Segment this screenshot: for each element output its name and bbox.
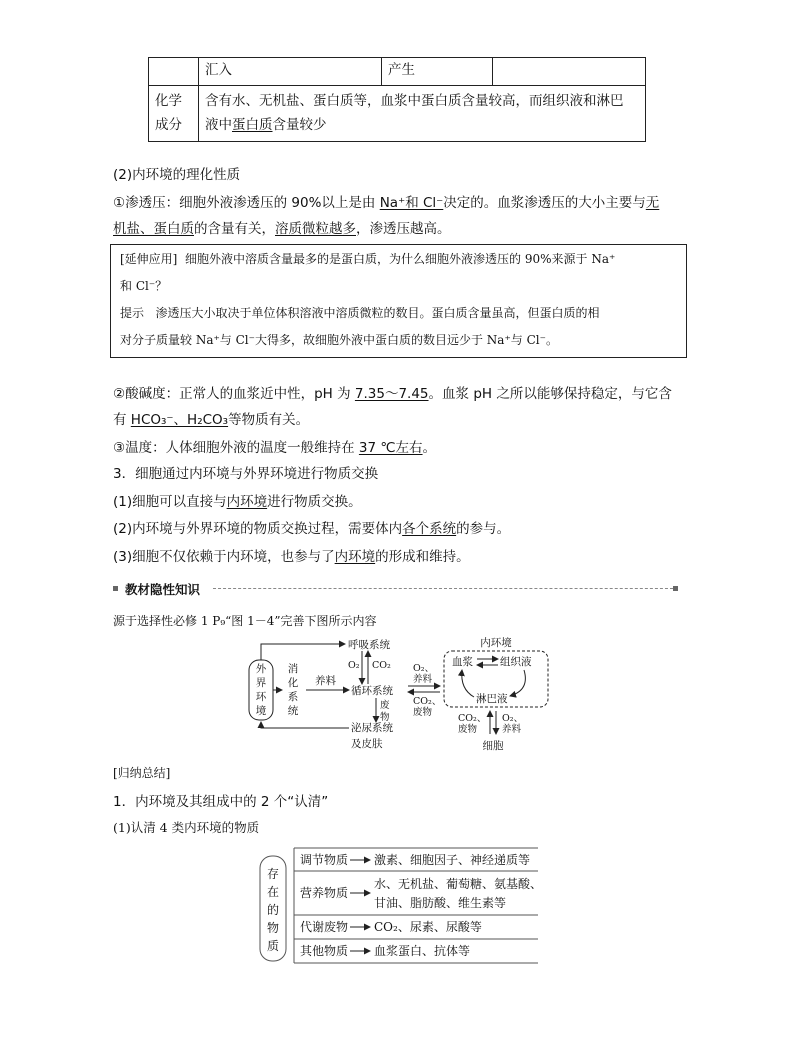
square-bullet-icon <box>113 586 118 591</box>
digestive-char: 系 <box>287 691 299 703</box>
underlined-answer: 内环境 <box>226 494 268 510</box>
text: 细胞外液中溶质含量最多的是蛋白质，为什么细胞外液渗透压的 90%来源于 Na⁺ <box>185 252 616 266</box>
text: ，渗透压越高。 <box>356 221 451 237</box>
waste-char: 物 <box>380 712 390 723</box>
text: (2)内环境与外界环境的物质交换过程，需要体内 <box>113 521 403 537</box>
cell-right-line: O₂、 <box>502 713 524 724</box>
side-label-char: 的 <box>266 903 280 917</box>
content-line <box>205 113 639 137</box>
text: (1)细胞可以直接与 <box>113 494 227 510</box>
arrow-tissue-to-lymph <box>510 670 525 696</box>
text: 渗透压大小取决于单位体积溶液中溶质微粒的数目。蛋白质含量虽高，但蛋白质的相 <box>155 306 600 320</box>
point3-item1 <box>113 490 362 510</box>
text: 。血浆 pH 之所以能够保持稳定，与它含 <box>428 386 672 402</box>
arrow-urinary-to-outer <box>261 722 349 728</box>
paragraph-temperature <box>113 436 436 456</box>
category-label: 代谢废物 <box>300 920 349 934</box>
text: 进行物质交换。 <box>267 494 362 510</box>
underlined-answer: 各个系统 <box>402 521 457 537</box>
category-items: 激素、细胞因子、神经递质等 <box>374 853 531 867</box>
material-exchange-diagram <box>240 634 560 752</box>
plasma-label: 血浆 <box>452 656 473 668</box>
underlined-answer: 无 <box>645 195 660 211</box>
extension-tag: [延伸应用] <box>120 252 178 266</box>
extension-question-line2: 和 Cl⁻？ <box>120 279 168 293</box>
text: 决定的。血浆渗透压的大小主要与 <box>443 195 646 211</box>
text: 的含量有关， <box>194 221 275 237</box>
digestive-char: 消 <box>287 663 299 675</box>
outer-env-char: 境 <box>255 705 267 717</box>
text: 的参与。 <box>456 521 511 537</box>
underlined-answer: HCO₃⁻、H₂CO₃ <box>130 412 229 428</box>
underlined-answer: 内环境 <box>334 549 376 565</box>
square-bullet-icon <box>673 586 678 591</box>
text: (3)细胞不仅依赖于内环境，也参与了 <box>113 549 335 565</box>
exchange-bot-line: CO₂、 <box>413 696 442 707</box>
circulatory-label: 循环系统 <box>351 685 393 697</box>
cell-left-line: 废物 <box>458 724 478 735</box>
dashed-divider <box>213 588 678 589</box>
paragraph-ph-line2 <box>113 408 309 428</box>
skin-label: 及皮肤 <box>351 738 383 750</box>
nutrient-label: 养料 <box>315 675 336 687</box>
table-cell <box>149 58 199 86</box>
text: 等物质有关。 <box>228 412 310 428</box>
cell-left-line: CO₂、 <box>458 713 487 724</box>
outer-env-char: 环 <box>255 691 267 703</box>
text: ②酸碱度：正常人的血浆近中性，pH 为 <box>113 386 355 402</box>
inner-env-label: 内环境 <box>480 637 512 649</box>
respiratory-label: 呼吸系统 <box>348 639 390 651</box>
text: 的形成和维持。 <box>375 549 470 565</box>
exchange-top-line: 养料 <box>413 674 433 685</box>
category-label: 调节物质 <box>300 853 349 867</box>
summary-tag: [归纳总结] <box>113 766 171 780</box>
substances-diagram <box>258 843 543 965</box>
text: 液中 <box>205 117 232 133</box>
outer-env-char: 界 <box>255 677 267 689</box>
hidden-knowledge-header <box>113 580 678 596</box>
table-cell <box>493 58 646 86</box>
waste-char: 废 <box>380 700 390 711</box>
point3-item2 <box>113 517 510 537</box>
summary-subheading: (1)认清 4 类内环境的物质 <box>113 820 260 835</box>
content-line: 含有水、无机盐、蛋白质等，血浆中蛋白质含量较高，而组织液和淋巴 <box>205 93 624 109</box>
underlined-answer: 7.35～7.45 <box>354 386 429 402</box>
section-heading: (2)内环境的理化性质 <box>113 167 241 183</box>
cell-right-line: 养料 <box>502 724 522 735</box>
underlined-answer: 蛋白质 <box>232 117 273 133</box>
tissue-fluid-label: 组织液 <box>500 656 532 668</box>
side-label-char: 在 <box>266 885 280 899</box>
urinary-label: 泌尿系统 <box>351 722 393 734</box>
digestive-char: 统 <box>287 705 299 717</box>
arrow-lymph-to-plasma <box>462 670 474 697</box>
cell-label: 细胞 <box>482 740 504 752</box>
text: ③温度：人体细胞外液的温度一般维持在 <box>113 440 359 456</box>
extension-box <box>110 244 687 358</box>
underlined-answer: 37 ℃左右 <box>358 440 423 456</box>
text: 含量较少 <box>272 117 327 133</box>
side-label-char: 物 <box>266 921 280 935</box>
extension-question-line1 <box>120 250 615 267</box>
label-line: 化学 <box>155 93 182 109</box>
table-row-content <box>199 86 646 142</box>
side-label-char: 质 <box>266 939 280 953</box>
category-label: 营养物质 <box>300 886 349 900</box>
text: 。 <box>422 440 437 456</box>
table-cell: 产生 <box>382 58 493 86</box>
tip-label: 提示 <box>120 306 145 320</box>
point3-heading: 3．细胞通过内环境与外界环境进行物质交换 <box>113 466 379 482</box>
underlined-answer: 溶质微粒越多 <box>275 221 356 237</box>
paragraph-osmotic-line1 <box>113 191 659 211</box>
outer-env-char: 外 <box>255 663 267 675</box>
summary-heading: 1．内环境及其组成中的 2 个“认清” <box>113 794 329 810</box>
text: 有 <box>113 412 131 428</box>
category-items: 水、无机盐、葡萄糖、氨基酸、 <box>374 877 543 891</box>
section-title: 教材隐性知识 <box>125 582 201 597</box>
underlined-answer: 机盐、蛋白质 <box>113 221 194 237</box>
o2-label: O₂ <box>348 660 360 671</box>
exchange-top-line: O₂、 <box>413 663 435 674</box>
underlined-answer: Na⁺和 Cl⁻ <box>379 195 444 211</box>
table-cell: 汇入 <box>199 58 382 86</box>
table-row-label <box>149 86 199 142</box>
point3-item3 <box>113 545 470 565</box>
digestive-char: 化 <box>287 677 299 689</box>
text: ①渗透压：细胞外液渗透压的 90%以上是由 <box>113 195 380 211</box>
arrow-to-respiratory <box>261 644 345 660</box>
source-note: 源于选择性必修 1 P₉“图 1－4”完善下图所示内容 <box>113 614 377 628</box>
lymph-label: 淋巴液 <box>476 693 508 705</box>
exchange-bot-line: 废物 <box>413 707 433 718</box>
side-label-char: 存 <box>266 867 280 881</box>
paragraph-ph-line1 <box>113 382 672 402</box>
co2-label: CO₂ <box>372 660 391 671</box>
category-label: 其他物质 <box>300 944 349 958</box>
extension-answer-line2: 对分子质量较 Na⁺与 Cl⁻大得多，故细胞外液中蛋白质的数目远少于 Na⁺与 Cl⁻。 <box>120 333 558 347</box>
category-items: CO₂、尿素、尿酸等 <box>374 920 482 934</box>
label-line: 成分 <box>155 117 182 133</box>
category-items: 血浆蛋白、抗体等 <box>374 944 471 958</box>
extension-answer-line1 <box>120 304 599 321</box>
category-items: 甘油、脂肪酸、维生素等 <box>374 896 507 910</box>
paragraph-osmotic-line2 <box>113 217 451 237</box>
composition-table <box>148 57 646 142</box>
